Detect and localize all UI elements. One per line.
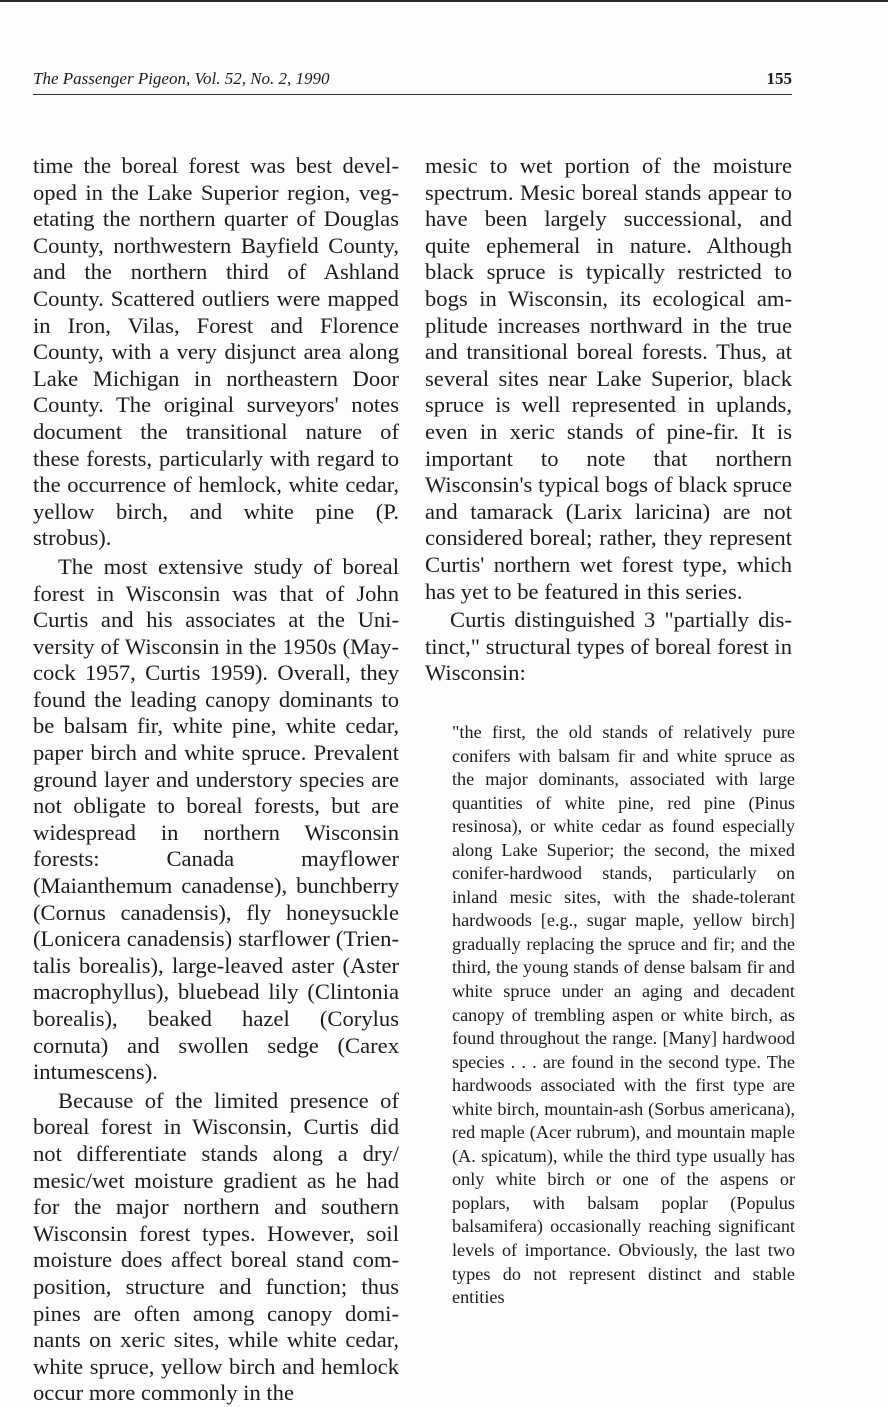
text-line: the aspens or poplars, with balsam pop — [452, 1169, 796, 1213]
text-line: Wisconsin forests: Canada mayflower — [33, 819, 399, 872]
text-line: transitional nature of these forests, — [33, 418, 399, 471]
right-column — [425, 153, 792, 687]
text-line: in Wisconsin: — [425, 633, 792, 686]
paragraph-moisture-gradient — [33, 1088, 399, 1407]
text-line: quite ephemeral in nature. Although — [425, 232, 792, 258]
text-line: represent Curtis' northern wet forest — [425, 525, 792, 577]
text-line: placing the spruce and fir; and the third, — [452, 933, 795, 978]
text-line: reaching significant levels of impor — [452, 1216, 795, 1261]
page-number: 155 — [766, 69, 792, 88]
text-line: not differentiate stands along a dry/ — [33, 1140, 399, 1166]
text-line: lock occur more commonly in the — [33, 1353, 399, 1406]
paragraph-structural-types — [425, 607, 792, 687]
left-column — [33, 153, 399, 1407]
text-line: (Lonicera canadensis) starflower (Trien — [33, 926, 399, 952]
text-line: Florence County, with a very disjunct — [33, 312, 399, 365]
text-line: Douglas County, northwestern Bay — [33, 206, 399, 258]
text-line: the second, the mixed conifer-hardwood — [452, 839, 795, 884]
text-line: mesic to wet portion of the moisture — [425, 153, 792, 178]
text-line: Curtis and his associates at the Uni — [33, 607, 399, 633]
text-line: lar (Populus balsamifera) occasionally — [452, 1192, 795, 1237]
text-line: oped in the Lake Superior region, veg — [33, 179, 399, 205]
text-line: mesic/wet moisture gradient as he had — [33, 1167, 399, 1193]
text-line: Because of the limited presence of — [58, 1087, 399, 1113]
text-line: dent canopy of trembling aspen or white — [452, 981, 795, 1025]
text-line: at several sites near Lake Superior, — [425, 339, 792, 391]
text-line: birch, and white pine (P. strobus). — [33, 498, 399, 551]
text-line: are not considered boreal; rather, they — [425, 498, 792, 551]
top-rule — [0, 0, 888, 2]
block-quote-curtis — [452, 721, 795, 1310]
text-line: nants on xeric sites, while white cedar, — [33, 1327, 399, 1353]
text-line: tinct," structural types of boreal forest — [425, 633, 775, 659]
text-line: It is important to note that northern — [425, 418, 792, 471]
text-line: borealis), beaked hazel (Corylus cornuta) — [33, 1006, 399, 1058]
text-line: plitude increases northward in the true — [425, 312, 792, 338]
text-line: particularly with regard to the occur — [33, 445, 399, 498]
paragraph-moisture-spectrum — [425, 153, 792, 605]
text-line: Curtis distinguished 3 "partially dis — [450, 607, 792, 633]
text-line: [Many] hardwood species . . . are found — [452, 1028, 796, 1072]
text-line: (Maianthemum canadense), bunchberry — [33, 873, 399, 899]
text-line: for the major northern and southern — [33, 1194, 399, 1220]
text-line: species are not obligate to boreal for — [33, 766, 399, 819]
text-line: area along Lake Michigan in north — [33, 339, 400, 391]
text-line: The most extensive study of boreal — [58, 553, 399, 579]
text-line: the young stands of dense balsam fir and — [495, 957, 795, 978]
text-line: Prevalent ground layer and understory — [33, 740, 399, 792]
text-line: usually has only white birch or one of — [452, 1145, 795, 1190]
text-line: pure conifers with balsam fir and white — [452, 722, 795, 766]
journal-citation: The Passenger Pigeon, Vol. 52, No. 2, 1990 — [33, 69, 330, 88]
text-line: black spruce is well represented in up — [425, 365, 792, 418]
text-line: lands, even in xeric stands of pine-fir. — [425, 392, 792, 444]
text-line: and swollen sedge (Carex intumescens). — [33, 1032, 399, 1085]
text-line: cock 1957, Curtis 1959). Overall, they — [33, 660, 399, 686]
text-line: found the leading canopy dominants — [33, 686, 382, 712]
text-line: ests, but are widespread in northern — [33, 793, 399, 845]
text-line: tance. Obviously, the last two types do — [452, 1240, 795, 1284]
text-line: Wisconsin forest types. However, soil — [33, 1220, 399, 1246]
text-line: sociated with the first type are white — [452, 1075, 795, 1119]
text-line: spruce and tamarack (Larix laricina) — [425, 472, 792, 524]
text-line: (Cornus canadensis), fly honeysuckle — [33, 899, 399, 925]
text-line: veyors' notes document the — [33, 392, 399, 444]
text-line: forest in Wisconsin was that of John — [33, 580, 399, 606]
text-line: were mapped in Iron, Vilas, Forest and — [33, 285, 399, 338]
text-line: spruce as the major dominants, associ — [452, 745, 795, 790]
text-line: time the boreal forest was best devel — [33, 153, 399, 178]
text-line: red maple (Acer rubrum), and mountain — [452, 1122, 751, 1143]
text-line: black spruce is typically restricted to — [425, 259, 792, 285]
text-line: sugar maple, yellow birch] gradually re — [452, 910, 795, 954]
text-line: spectrum. Mesic boreal stands appear — [425, 179, 775, 205]
text-line: birch, as found throughout the range. — [452, 1004, 795, 1049]
text-line: as found especially along Lake Superior; — [452, 816, 795, 860]
text-line: this series. — [647, 578, 743, 604]
text-line: in the second type. The hardwoods as — [452, 1051, 795, 1096]
text-line: bogs in Wisconsin, its ecological am — [425, 285, 792, 311]
text-line: etating the northern quarter of — [33, 206, 324, 232]
text-line: dar, paper birch and white spruce. — [33, 713, 399, 766]
text-line: not represent distinct and stable entities — [452, 1263, 795, 1308]
text-line: boreal forest in Wisconsin, Curtis did — [33, 1114, 399, 1140]
paragraph-curtis-study — [33, 554, 399, 1086]
text-line: Wisconsin's typical bogs of black — [425, 472, 734, 498]
text-line: macrophyllus), bluebead lily (Clintonia — [33, 979, 399, 1005]
text-line: birch, mountain-ash (Sorbus americana), — [497, 1098, 795, 1119]
text-line: eastern Door County. The original sur — [33, 365, 399, 418]
text-line: to be balsam fir, white pine, white ce — [33, 686, 399, 739]
text-line: stands, particularly on inland mesic sites, — [452, 863, 795, 907]
text-line: with the shade-tolerant hardwoods [e.g., — [452, 886, 796, 931]
text-line: of Ashland County. Scattered outliers — [33, 259, 400, 311]
text-line: to have been largely successional, and — [425, 179, 792, 232]
text-line: versity of Wisconsin in the 1950s (May — [33, 633, 399, 659]
text-line: red pine (Pinus resinosa), or white cedar — [452, 792, 795, 837]
running-header — [33, 68, 792, 95]
text-line: white spruce under an aging and deca — [452, 981, 764, 1002]
text-line: ated with large quantities of white pine, — [452, 769, 795, 813]
paragraph-boreal-distribution — [33, 153, 399, 552]
text-line: position, structure and function; thus — [33, 1273, 399, 1299]
text-line: maple (A. spicatum), while the third type — [452, 1122, 795, 1166]
text-line: field County, and the northern third — [33, 232, 399, 285]
text-line: "the first, the old stands of relatively — [452, 722, 763, 742]
text-line: moisture does affect boreal stand com — [33, 1247, 399, 1273]
text-line: and transitional boreal forests. Thus, — [425, 339, 776, 365]
text-line: pines are often among canopy domi — [33, 1300, 399, 1326]
text-line: talis borealis), large-leaved aster (Aster — [33, 952, 399, 978]
text-line: rence of hemlock, white cedar, yellow — [33, 472, 399, 524]
text-line: white spruce, yellow birch and hem — [33, 1353, 361, 1379]
text-line: type, which has yet to be featured in — [425, 551, 792, 604]
